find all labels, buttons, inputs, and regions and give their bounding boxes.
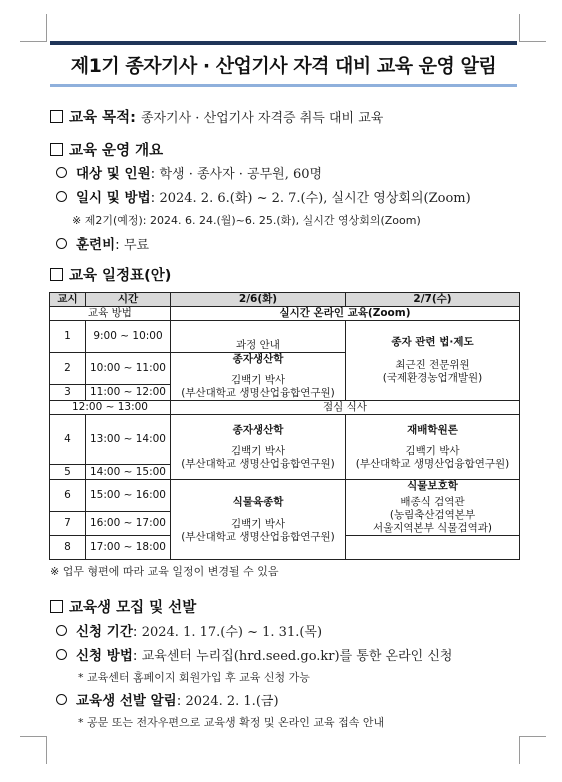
table-row	[50, 415, 520, 465]
empty-cell	[346, 536, 520, 560]
course-lecturer: 최근진 전문위원	[395, 359, 470, 371]
crop-mark	[520, 736, 546, 737]
checkbox-square-icon	[50, 600, 63, 613]
slot-time: 14:00 ~ 15:00	[86, 465, 171, 480]
overview-fee: 훈련비: 무료	[56, 233, 149, 253]
lunch-label: 점심 식사	[171, 401, 520, 415]
overview-label: 교육 운영 개요	[69, 143, 164, 159]
header-day1: 2/6(화)	[171, 293, 346, 307]
course-org: (부산대학교 생명산업융합연구원)	[181, 457, 335, 470]
slot-time: 17:00 ~ 18:00	[86, 536, 171, 560]
fee-label: 훈련비	[76, 237, 116, 253]
course-lecturer: 김백기 박사	[230, 374, 286, 386]
circle-bullet-icon	[56, 649, 67, 660]
notice-note: * 공문 또는 전자우편으로 교육생 확정 및 온라인 교육 접속 안내	[78, 716, 385, 729]
apply-label: 신청 기간	[76, 624, 133, 640]
checkbox-square-icon	[50, 268, 63, 281]
crop-mark	[520, 41, 546, 42]
document-title: 제1기 종자기사 · 산업기사 자격 대비 교육 운영 알림	[70, 55, 497, 77]
slot-time: 9:00 ~ 10:00	[86, 321, 171, 353]
course-org: (부산대학교 생명산업융합연구원)	[181, 387, 335, 399]
slot-time: 11:00 ~ 12:00	[86, 385, 171, 401]
course-org: (농림축산검역본부	[389, 509, 476, 521]
course-lecturer: 김백기 박사	[230, 517, 286, 530]
slot-no: 8	[50, 536, 86, 560]
course-lecturer: 김백기 박사	[405, 444, 460, 457]
crop-mark	[519, 736, 520, 764]
method-note: * 교육센터 홈페이지 회원가입 후 교육 신청 가능	[78, 671, 310, 684]
slot-no: 5	[50, 465, 86, 480]
circle-bullet-icon	[56, 238, 67, 249]
second-session-note: ※ 제2기(예정): 2024. 6. 24.(월)~6. 25.(화), 실시간 영상회의(Zoom)	[72, 214, 421, 227]
target-value: 학생 · 종사자 · 공무원, 60명	[159, 167, 323, 182]
crop-mark	[46, 736, 47, 764]
slot-time: 16:00 ~ 17:00	[86, 512, 171, 536]
overview-heading	[50, 139, 163, 160]
circle-bullet-icon	[56, 694, 67, 705]
slot-no: 7	[50, 512, 86, 536]
slot-no: 1	[50, 321, 86, 353]
circle-bullet-icon	[56, 625, 67, 636]
course-lecturer: 배종식 검역관	[400, 496, 465, 508]
slot-time: 15:00 ~ 16:00	[86, 480, 171, 512]
day2-course-b-cell	[346, 415, 520, 480]
course-title: 식물보호학	[407, 480, 458, 492]
notice-label: 교육생 선발 알림	[76, 693, 177, 709]
title-top-rule	[50, 41, 517, 45]
day1-course-a-cell	[171, 353, 346, 401]
recruit-apply: 신청 기간: 2024. 1. 17.(수) ~ 1. 31.(목)	[56, 620, 322, 640]
circle-bullet-icon	[56, 191, 67, 202]
day2-course-a-cell	[346, 321, 520, 401]
timetable-heading	[50, 264, 171, 285]
day2-course-c-cell	[346, 480, 520, 536]
purpose-value: 종자기사 · 산업기사 자격증 취득 대비 교육	[140, 111, 384, 126]
timetable-label: 교육 일정표(안)	[69, 268, 172, 284]
course-title: 재배학원론	[407, 423, 458, 436]
circle-bullet-icon	[56, 167, 67, 178]
checkbox-square-icon	[50, 143, 63, 156]
slot-no: 3	[50, 385, 86, 401]
crop-mark	[20, 736, 46, 737]
day1-intro: 과정 안내	[236, 339, 280, 351]
method-label-recruit: 신청 방법	[76, 648, 133, 664]
purpose-section: 교육 목적: 종자기사 · 산업기사 자격증 취득 대비 교육	[50, 106, 383, 127]
method-value: 실시간 온라인 교육(Zoom)	[171, 307, 520, 321]
lunch-time: 12:00 ~ 13:00	[50, 401, 171, 415]
overview-schedule: 일시 및 방법: 2024. 2. 6.(화) ~ 2. 7.(수), 실시간 영상회의(Zoom)	[56, 186, 471, 206]
crop-mark	[519, 14, 520, 42]
target-label: 대상 및 인원	[76, 166, 151, 182]
crop-mark	[46, 14, 47, 42]
table-row	[50, 480, 520, 512]
table-header-row	[50, 293, 520, 307]
table-row	[50, 401, 520, 415]
day1-intro-cell	[171, 321, 346, 353]
course-org: (부산대학교 생명산업융합연구원)	[355, 457, 510, 470]
header-time: 시간	[86, 293, 171, 307]
course-title: 종자 관련 법·제도	[391, 336, 474, 348]
slot-no: 6	[50, 480, 86, 512]
apply-value: 2024. 1. 17.(수) ~ 1. 31.(목)	[141, 625, 323, 640]
course-org-line2: 서울지역본부 식물검역과)	[372, 522, 492, 534]
day1-course-b-cell	[171, 415, 346, 480]
slot-time: 10:00 ~ 11:00	[86, 353, 171, 385]
schedule-table	[49, 292, 520, 560]
notice-value: 2024. 2. 1.(금)	[185, 694, 279, 709]
slot-no: 2	[50, 353, 86, 385]
header-day2: 2/7(수)	[346, 293, 520, 307]
title-bottom-rule	[50, 84, 517, 87]
course-title: 종자생산학	[232, 423, 284, 436]
recruit-method: 신청 방법: 교육센터 누리집(hrd.seed.go.kr)를 통한 온라인 신청	[56, 644, 452, 664]
recruit-notice: 교육생 선발 알림: 2024. 2. 1.(금)	[56, 689, 279, 709]
course-org: (국제환경농업개발원)	[382, 372, 483, 384]
slot-no: 4	[50, 415, 86, 465]
crop-mark	[20, 41, 46, 42]
overview-target: 대상 및 인원: 학생 · 종사자 · 공무원, 60명	[56, 162, 322, 182]
course-lecturer: 김백기 박사	[230, 444, 286, 457]
course-title: 식물육종학	[232, 495, 284, 508]
checkbox-square-icon	[50, 110, 63, 123]
schedule-footnote: ※ 업무 형편에 따라 교육 일정이 변경될 수 있음	[50, 565, 279, 578]
table-row	[50, 321, 520, 353]
method-label: 교육 방법	[50, 307, 171, 321]
method-value-recruit: 교육센터 누리집(hrd.seed.go.kr)를 통한 온라인 신청	[141, 649, 453, 664]
day1-course-c-cell	[171, 480, 346, 560]
recruit-label: 교육생 모집 및 선발	[69, 600, 197, 616]
slot-time: 13:00 ~ 14:00	[86, 415, 171, 465]
course-org: (부산대학교 생명산업융합연구원)	[181, 530, 335, 543]
purpose-label: 교육 목적	[69, 110, 131, 126]
schedule-value: 2024. 2. 6.(화) ~ 2. 7.(수), 실시간 영상회의(Zoom)	[159, 191, 471, 206]
recruit-heading	[50, 596, 196, 617]
header-no: 교시	[50, 293, 86, 307]
course-title: 종자생산학	[232, 353, 284, 365]
fee-value: 무료	[123, 238, 150, 253]
table-row	[50, 307, 520, 321]
schedule-label: 일시 및 방법	[76, 190, 151, 206]
